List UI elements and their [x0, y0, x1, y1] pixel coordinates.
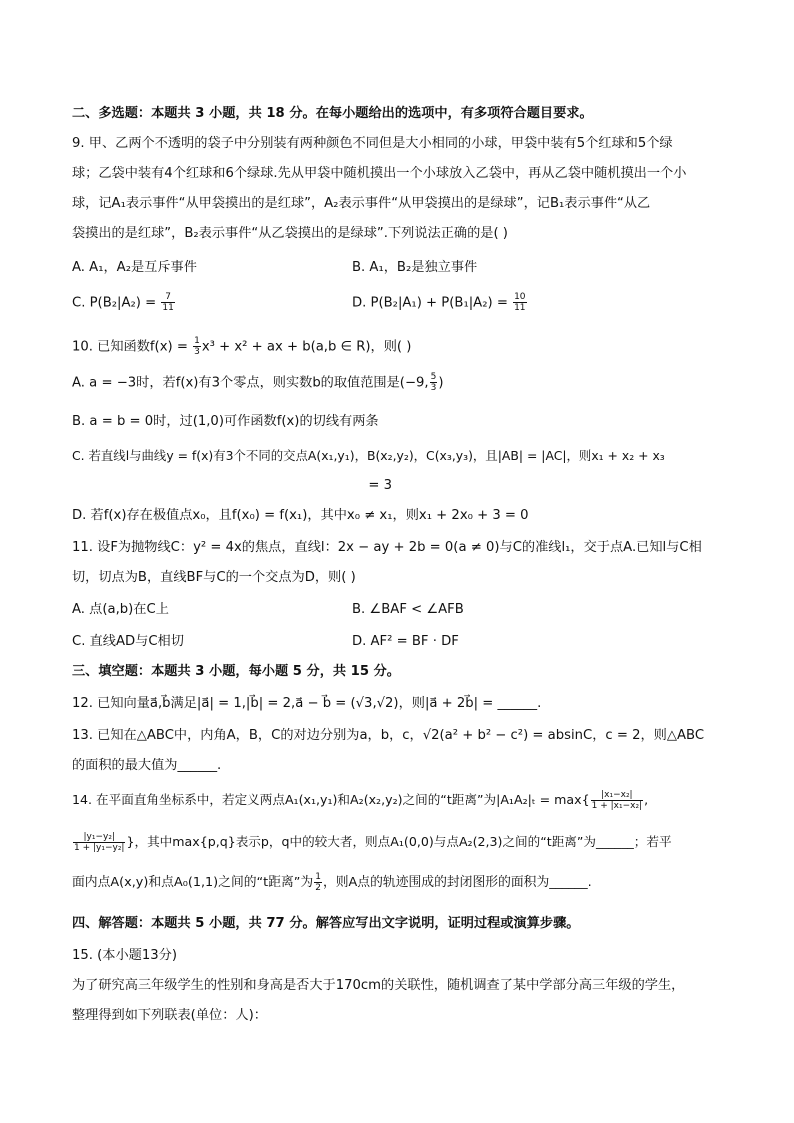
q10-option-b: B. a = b = 0时，过(1,0)可作函数f(x)的切线有两条: [72, 414, 379, 429]
q12-text: 12. 已知向量a⃗,b⃗满足|a⃗| = 1,|b⃗| = 2,a⃗ − b⃗ = (√3,√2)，则|a⃗ + 2b⃗| = ______.: [72, 696, 542, 711]
fraction-denominator: 1 + |x₁−x₂|: [591, 801, 643, 811]
q14-line-1-suffix: ,: [644, 792, 649, 807]
fraction-numerator: 5: [430, 372, 437, 382]
q9-line-1: 9. 甲、乙两个不透明的袋子中分别装有两种颜色不同但是大小相同的小球，甲袋中装有5个红球和5个绿: [72, 136, 673, 151]
q9-line-2: 球；乙袋中装有4个红球和6个绿球.先从甲袋中随机摸出一个小球放入乙袋中，再从乙袋中随机摸出一个小: [72, 166, 687, 181]
fraction-denominator: 11: [162, 303, 174, 313]
fraction-denominator: 11: [514, 303, 526, 313]
q10-stem: [72, 336, 411, 358]
fraction-denominator: 3: [430, 383, 437, 393]
q10-option-c-line-2: = 3: [368, 478, 392, 493]
q11-option-c: C. 直线AD与C相切: [72, 634, 184, 649]
q15-line-2: 整理得到如下列联表(单位：人)：: [72, 1008, 267, 1023]
q14-half-fraction: [314, 872, 322, 893]
q14-line-2-text: }，其中max{p,q}表示p，q中的较大者，则点A₁(0,0)与点A₂(2,3)之间的“t距离”为______；若平: [126, 834, 672, 849]
fraction-numerator: |y₁−y₂|: [73, 832, 125, 843]
q14-line-2: [72, 832, 672, 853]
q14-line-3-text: 面内点A(x,y)和点A₀(1,1)之间的“t距离”为: [72, 875, 314, 890]
q9-option-d: [352, 292, 528, 314]
q11-option-a: A. 点(a,b)在C上: [72, 602, 169, 617]
q9-option-c: [72, 292, 176, 314]
q10-option-c-line-1: C. 若直线l与曲线y = f(x)有3个不同的交点A(x₁,y₁)，B(x₂,y₂)，C(x₃,y₃)，且|AB| = |AC|，则x₁ + x₂ + x₃: [72, 448, 665, 463]
q9-option-c-text: C. P(B₂|A₂) =: [72, 295, 157, 311]
q15-line-1: 为了研究高三年级学生的性别和身高是否大于170cm的关联性，随机调查了某中学部分高三年级的学生，: [72, 978, 685, 993]
fraction-denominator: 3: [194, 347, 200, 357]
q10-option-a-fraction: [430, 372, 438, 393]
q11-option-b: B. ∠BAF < ∠AFB: [352, 602, 464, 617]
q9-option-d-text: D. P(B₂|A₁) + P(B₁|A₂) =: [352, 295, 508, 311]
q14-line-3: [72, 872, 592, 893]
section-4-header: 四、解答题：本题共 5 小题，共 77 分。解答应写出文字说明，证明过程或演算步骤。: [72, 916, 580, 931]
q11-option-d: D. AF² = BF · DF: [352, 634, 459, 649]
q9-option-b: B. A₁，B₂是独立事件: [352, 260, 478, 275]
fraction-numerator: 10: [514, 292, 526, 302]
q11-line-2: 切，切点为B，直线BF与C的一个交点为D，则( ): [72, 570, 356, 585]
q10-option-a-text: A. a = −3时，若f(x)有3个零点，则实数b的取值范围是(−9,: [72, 375, 429, 391]
q9-option-d-fraction: [513, 292, 526, 313]
q10-option-a-suffix: ): [438, 375, 444, 391]
q13-line-1: 13. 已知在△ABC中，内角A，B，C的对边分别为a，b，c，√2(a² + b² − c²) = absinC，c = 2，则△ABC: [72, 728, 705, 743]
q9-option-c-fraction: [161, 292, 174, 313]
section-2-header: 二、多选题：本题共 3 小题，共 18 分。在每小题给出的选项中，有多项符合题目要求。: [72, 106, 593, 121]
q10-option-d: D. 若f(x)存在极值点x₀，且f(x₀) = f(x₁)，其中x₀ ≠ x₁，则x₁ + 2x₀ + 3 = 0: [72, 508, 529, 523]
q11-line-1: 11. 设F为抛物线C：y² = 4x的焦点，直线l：2x − ay + 2b = 0(a ≠ 0)与C的准线l₁，交于点A.已知l与C相: [72, 540, 702, 555]
q14-line-3-suffix: ，则A点的轨迹围成的封闭图形的面积为______.: [322, 875, 592, 890]
q14-y-fraction: [73, 832, 125, 853]
q10-stem-suffix: x³ + x² + ax + b(a,b ∈ R)，则( ): [201, 339, 412, 355]
q9-line-3: 球，记A₁表示事件“从甲袋摸出的是红球”，A₂表示事件“从甲袋摸出的是绿球”，记B₁表示事件“从乙: [72, 196, 651, 211]
fraction-denominator: 1 + |y₁−y₂|: [74, 843, 125, 853]
section-3-header: 三、填空题：本题共 3 小题，每小题 5 分，共 15 分。: [72, 664, 400, 679]
fraction-numerator: 1: [194, 336, 200, 346]
q9-line-4: 袋摸出的是红球”，B₂表示事件“从乙袋摸出的是绿球”.下列说法正确的是( ): [72, 226, 508, 241]
fraction-denominator: 2: [315, 883, 321, 893]
fraction-numerator: |x₁−x₂|: [591, 790, 643, 801]
q14-line-1: [72, 790, 648, 811]
q15-title: 15. (本小题13分): [72, 948, 177, 963]
q14-line-1-text: 14. 在平面直角坐标系中，若定义两点A₁(x₁,y₁)和A₂(x₂,y₂)之间的“t距离”为|A₁A₂|ₜ = max{: [72, 792, 590, 807]
q14-x-fraction: [591, 790, 643, 811]
q10-stem-prefix: 10. 已知函数f(x) =: [72, 339, 188, 355]
q9-option-a: A. A₁，A₂是互斥事件: [72, 260, 197, 275]
fraction-numerator: 7: [161, 292, 174, 303]
q13-line-2: 的面积的最大值为______.: [72, 758, 222, 773]
q10-stem-fraction: [193, 336, 201, 357]
q10-option-a: [72, 372, 443, 394]
fraction-numerator: 1: [315, 872, 321, 882]
